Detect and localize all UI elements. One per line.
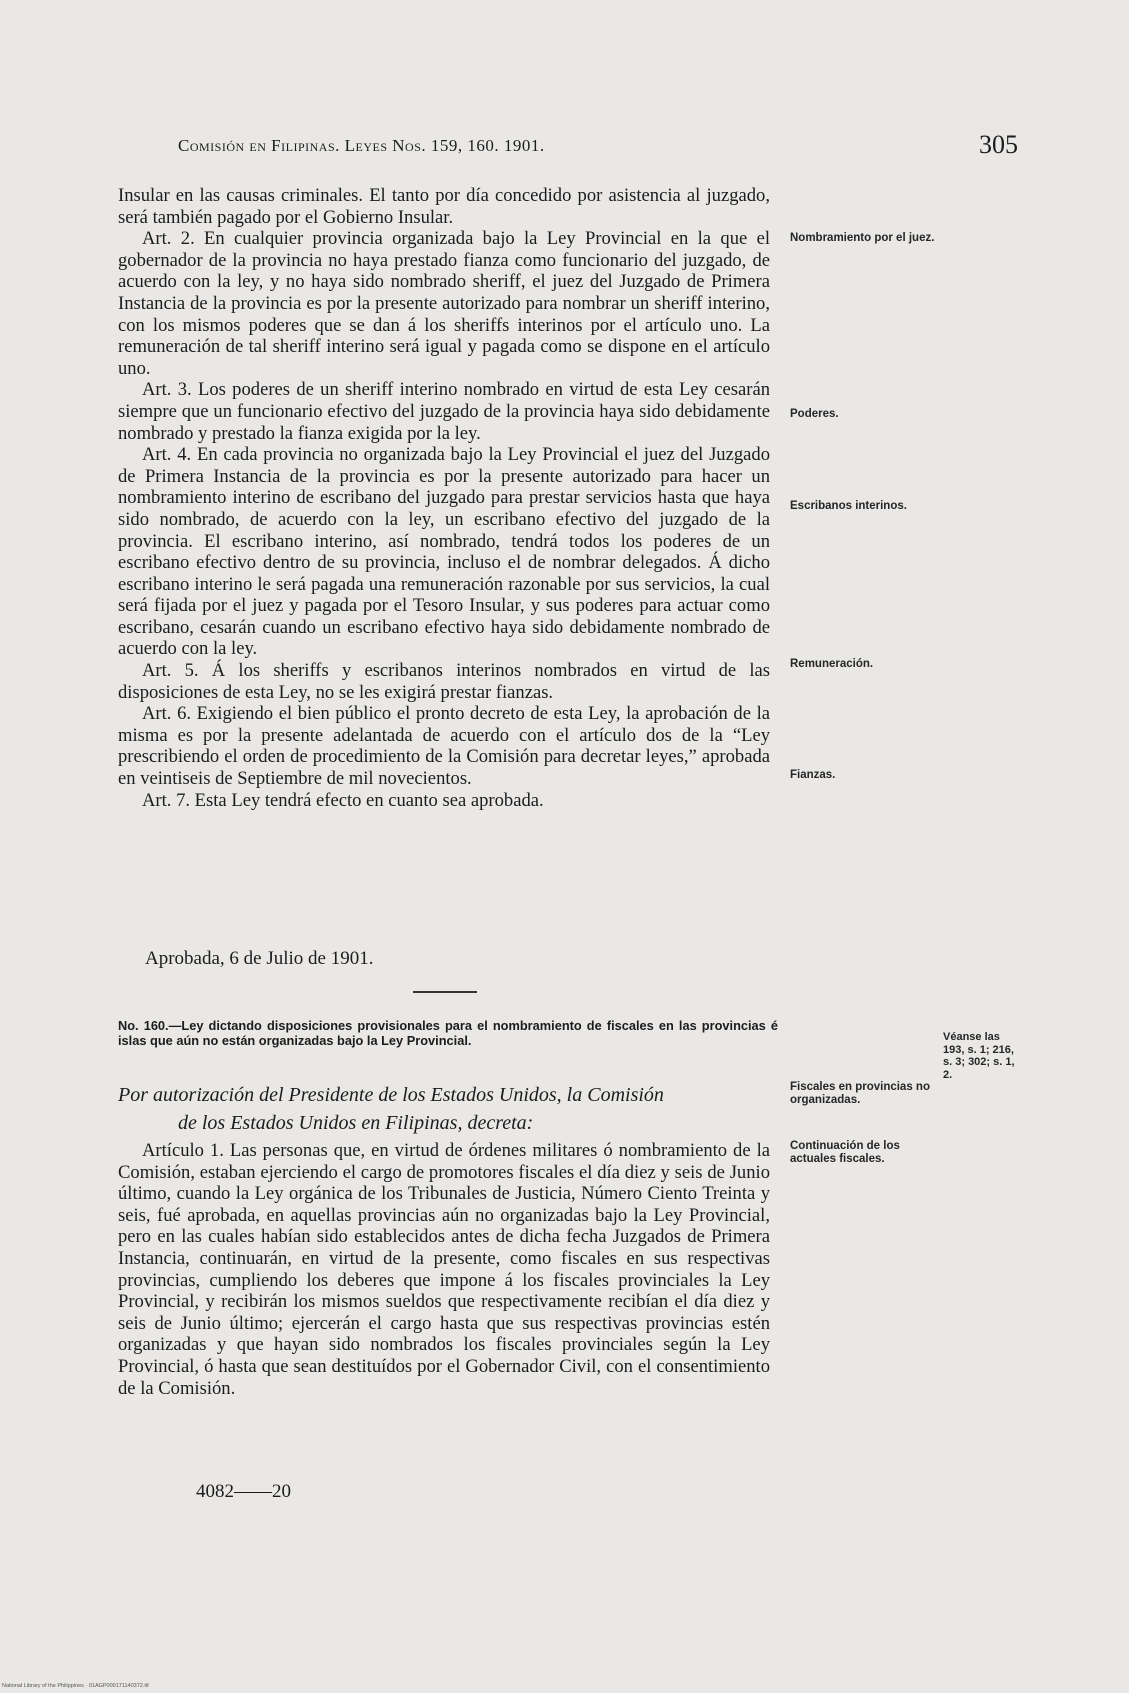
article-1: Artículo 1. Las personas que, en virtud de órdenes militares ó nombramiento de la Comisión, estaban ejerciendo el cargo de promotores fiscales el día diez y seis de Junio último, cuando la Ley orgánica de los Tribunales de Justicia, Número Ciento Treinta y seis, fué aprobada, en aquellas provincias aún no organizadas bajo la Ley Provincial, pero en las cuales habían sido establecidos antes de dicha fecha Juzgados de Primera Instancia, continuarán, en virtud de la presente, como fiscales en sus respectivas provincias, cumpliendo los deberes que impone á los fiscales provinciales la Ley Provincial, y recibirán los mismos sueldos que respectivamente recibían el día diez y seis de Junio último; ejercerán el cargo hasta que sus respectivas provincias estén organizadas y que hayan sido nombrados los fiscales provinciales según la Ley Provincial, ó hasta que sean destituídos por el Gobernador Civil, con el consentimiento de la Comisión. — [118, 1140, 770, 1399]
margin-note-escribanos: Escribanos interinos. — [790, 500, 907, 512]
paragraph-continued: Insular en las causas criminales. El tanto por día concedido por asistencia al juzgado, será también pagado por el Gobierno Insular. — [118, 185, 770, 228]
page-number: 305 — [979, 130, 1018, 159]
law-159-text — [118, 185, 770, 811]
article-2: Art. 2. En cualquier provincia organizada bajo la Ley Provincial en la que el gobernador de la provincia no haya prestado fianza como funcionario del juzgado, de acuerdo con la ley, y no haya sido nombrado sheriff, el juez del Juzgado de Primera Instancia de la provincia es por la presente autorizado para nombrar un sheriff interino, con los mismos poderes que se dan á los sheriffs interinos por el artículo uno. La remuneración de tal sheriff interino será igual y pagada como se dispone en el artículo uno. — [118, 228, 770, 379]
article-5: Art. 5. Á los sheriffs y escribanos interinos nombrados en virtud de las disposiciones de esta Ley, no se les exigirá prestar fianzas. — [118, 660, 770, 703]
running-head: Comisión en Filipinas. Leyes Nos. 159, 160. 1901. — [178, 136, 545, 155]
enacting-clause-line-1: Por autorización del Presidente de los Estados Unidos, la Comisión — [118, 1084, 664, 1106]
section-divider — [413, 991, 477, 993]
margin-note-fiscales: Fiscales en provincias no organizadas. — [790, 1081, 930, 1106]
law-160-heading: No. 160.—Ley dictando disposiciones provisionales para el nombramiento de fiscales en las provincias é islas que aún no están organizadas bajo la Ley Provincial. — [118, 1018, 778, 1048]
margin-note-poderes: Poderes. — [790, 408, 839, 420]
margin-note-nombramiento: Nombramiento por el juez. — [790, 232, 935, 244]
scan-footer: National Library of the Philippines · 01AGP000171140372.tif — [2, 1683, 149, 1689]
article-3: Art. 3. Los poderes de un sheriff interino nombrado en virtud de esta Ley cesarán siempre que un funcionario efectivo del juzgado de la provincia haya sido debidamente nombrado y prestado la fianza exigida por la ley. — [118, 379, 770, 444]
enacting-clause-line-2: de los Estados Unidos en Filipinas, decreta: — [178, 1112, 534, 1134]
approval-date: Aprobada, 6 de Julio de 1901. — [145, 948, 374, 969]
margin-note-see-also: Véanse las 193, s. 1; 216, s. 3; 302; s. 1, 2. — [943, 1031, 1015, 1081]
law-160-text — [118, 1140, 770, 1399]
margin-note-continuacion: Continuación de los actuales fiscales. — [790, 1140, 900, 1165]
margin-note-remuneracion: Remuneración. — [790, 658, 874, 670]
signature-mark: 4082——20 — [196, 1481, 291, 1502]
enacting-clause — [118, 1081, 778, 1137]
article-6: Art. 6. Exigiendo el bien público el pronto decreto de esta Ley, la aprobación de la misma es por la presente adelantada de acuerdo con el artículo dos de la “Ley prescribiendo el orden de procedimiento de la Comisión para decretar leyes,” aprobada en veintiseis de Septiembre de mil novecientos. — [118, 703, 770, 790]
article-7: Art. 7. Esta Ley tendrá efecto en cuanto sea aprobada. — [142, 789, 544, 811]
margin-note-fianzas: Fianzas. — [790, 769, 836, 781]
page-header — [178, 130, 1018, 168]
article-4: Art. 4. En cada provincia no organizada bajo la Ley Provincial el juez del Juzgado de Primera Instancia de la provincia es por la presente autorizado para hacer un nombramiento interino de escribano del juzgado para prestar servicios hasta que haya sido nombrado, de acuerdo con la ley, un escribano efectivo del juzgado de la provincia. El escribano interino, así nombrado, tendrá todos los poderes de un escribano efectivo dentro de su provincia, incluso el de nombrar delegados. Á dicho escribano interino le será pagada una remuneración razonable por sus servicios, la cual será fijada por el juez y pagada por el Tesoro Insular, y sus poderes para actuar como escribano, cesarán cuando un escribano efectivo haya sido debidamente nombrado de acuerdo con la ley. — [118, 444, 770, 660]
